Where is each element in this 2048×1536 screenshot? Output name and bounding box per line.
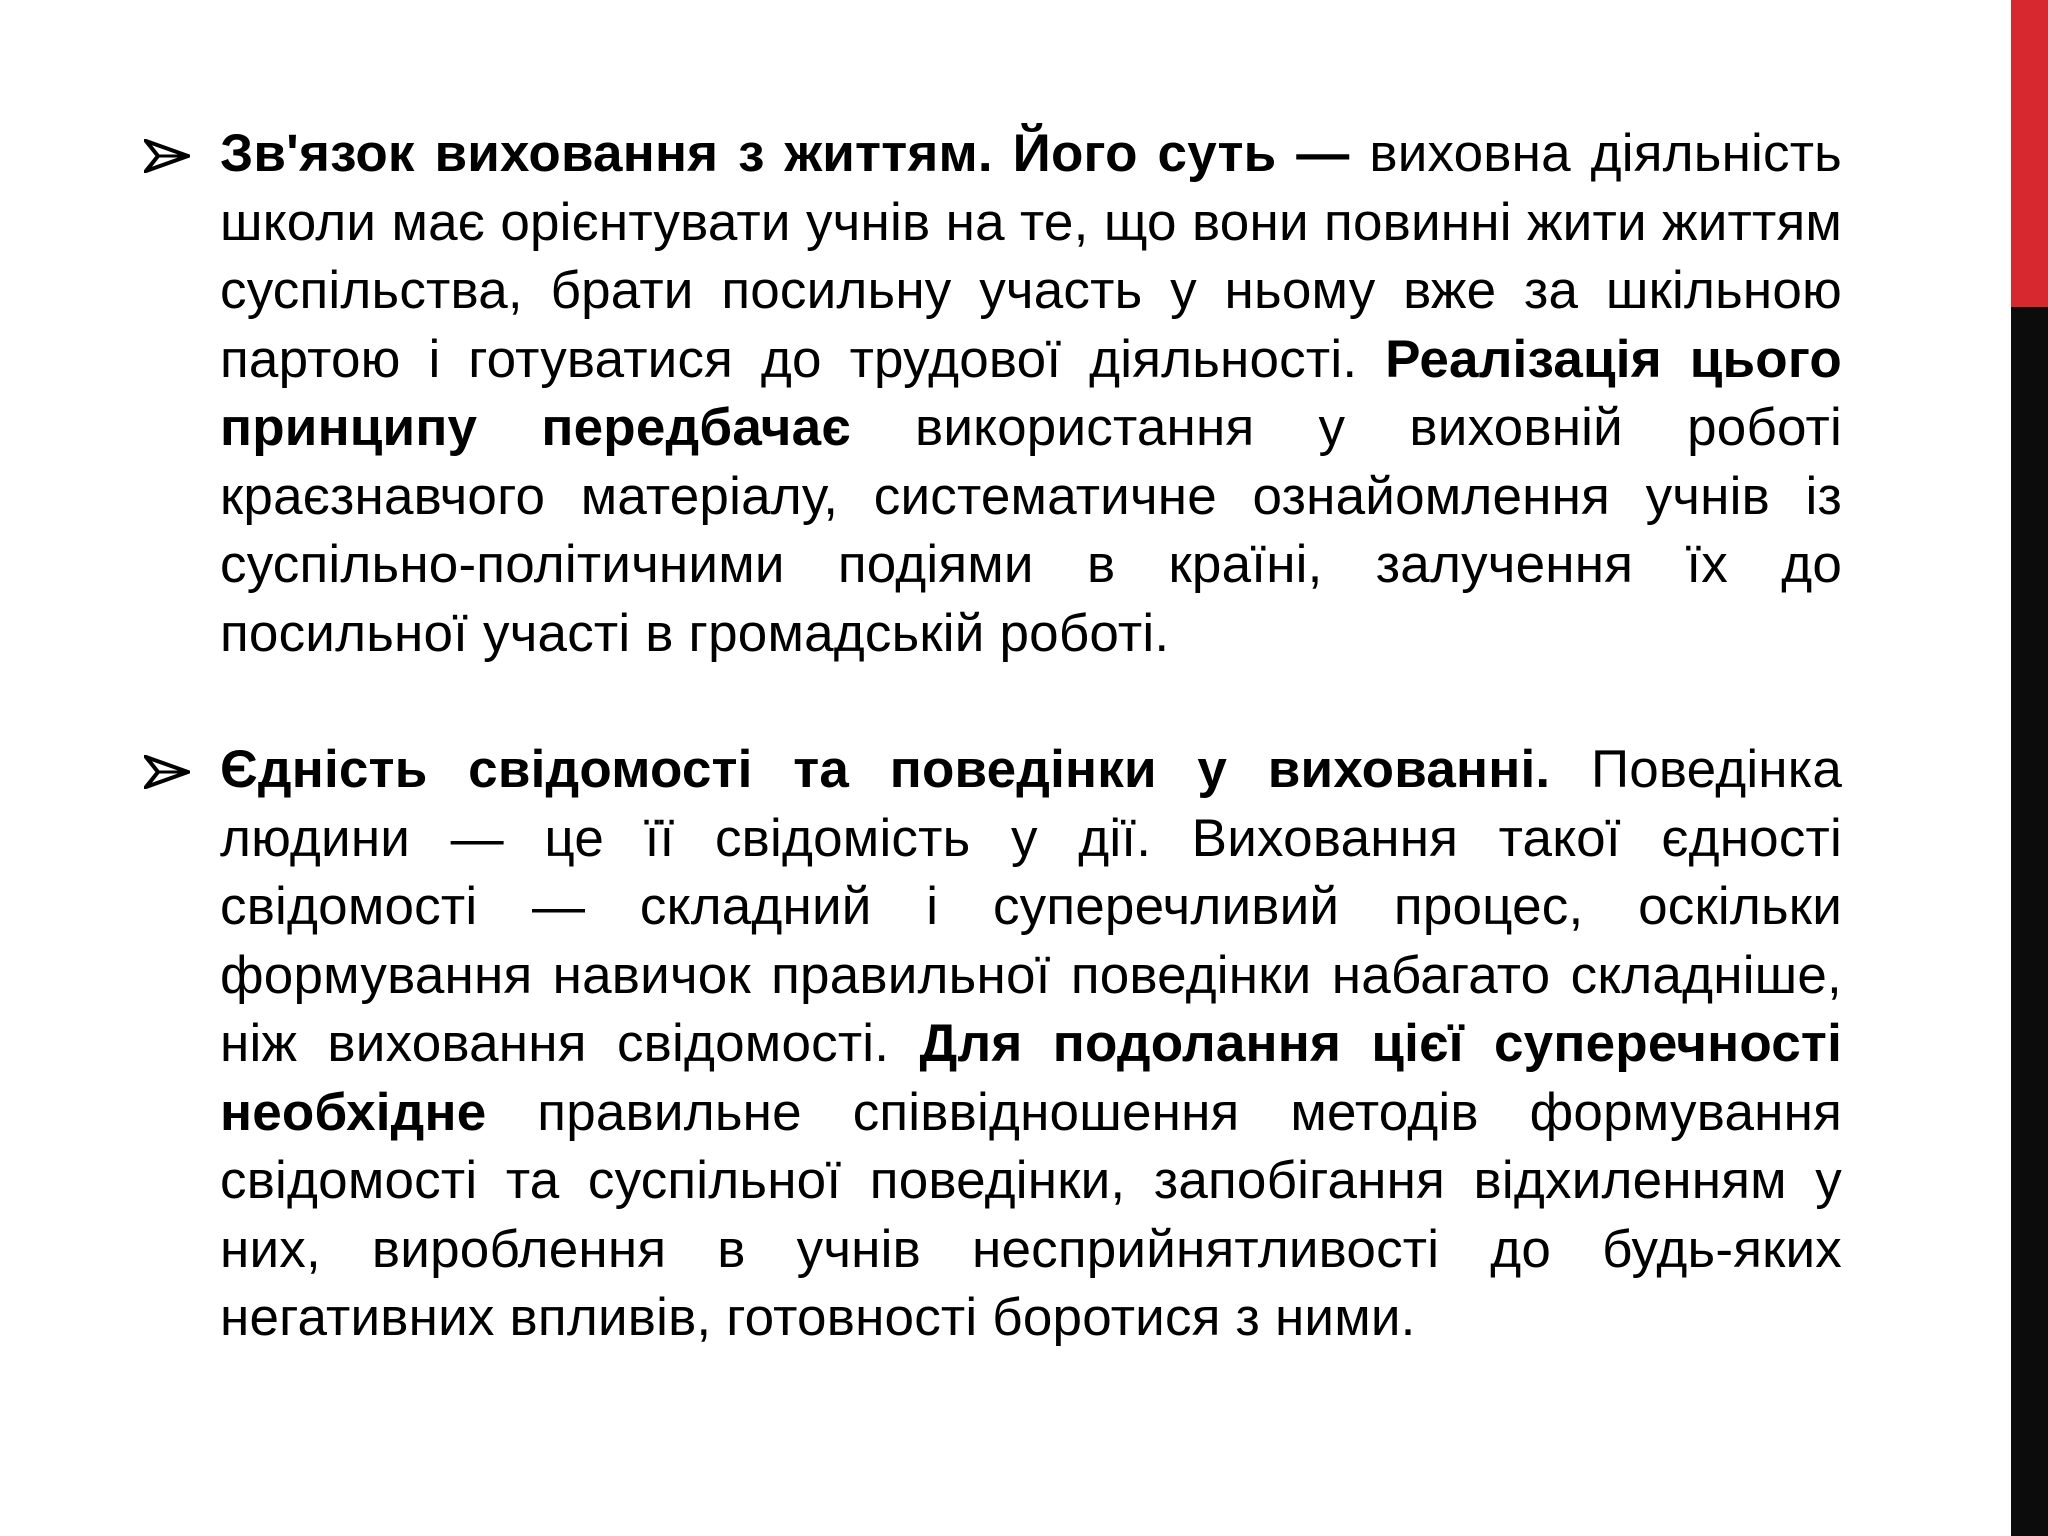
bullet-text-bold: Єдність свідомості та поведінки у вихованні.	[220, 740, 1551, 799]
bullet-text-bold: Реалізація цього принципу передбачає	[220, 329, 1842, 457]
bullet-text: використання у виховній роботі краєзнавчого матеріалу, систематичне ознайомлення учнів із суспільно-політичними подіями в країні, залучення їх до посильної участі в громадській роботі.	[220, 398, 1842, 663]
bullet-item	[142, 120, 1842, 668]
bullet-text-bold: Для подолання цієї суперечності необхідне	[220, 1014, 1842, 1142]
arrowhead-bullet-icon	[142, 120, 202, 188]
bullet-item	[142, 736, 1842, 1353]
bullet-text: Поведінка людини — це її свідомість у дії. Виховання такої єдності свідомості — складний і суперечливий процес, оскільки формування навичок правильної поведінки набагато складніше, ніж виховання свідомості.	[220, 740, 1842, 1073]
arrowhead-bullet-icon	[142, 736, 202, 804]
bullet-text-bold: Зв'язок виховання з життям. Його суть —	[220, 124, 1370, 183]
accent-bar-red	[2011, 0, 2048, 307]
accent-bar-dark	[2011, 307, 2048, 1536]
bullet-text: правильне співвідношення методів формування свідомості та суспільної поведінки, запобігання відхиленням у них, вироблення в учнів несприйнятливості до будь-яких негативних впливів, готовності боротися з ними.	[220, 1082, 1842, 1347]
slide-body	[142, 120, 1842, 1353]
bullet-text: виховна діяльність школи має орієнтувати учнів на те, що вони повинні жити життям суспільства, брати посильну участь у ньому вже за шкільною партою і готуватися до трудової діяльності.	[220, 124, 1842, 389]
